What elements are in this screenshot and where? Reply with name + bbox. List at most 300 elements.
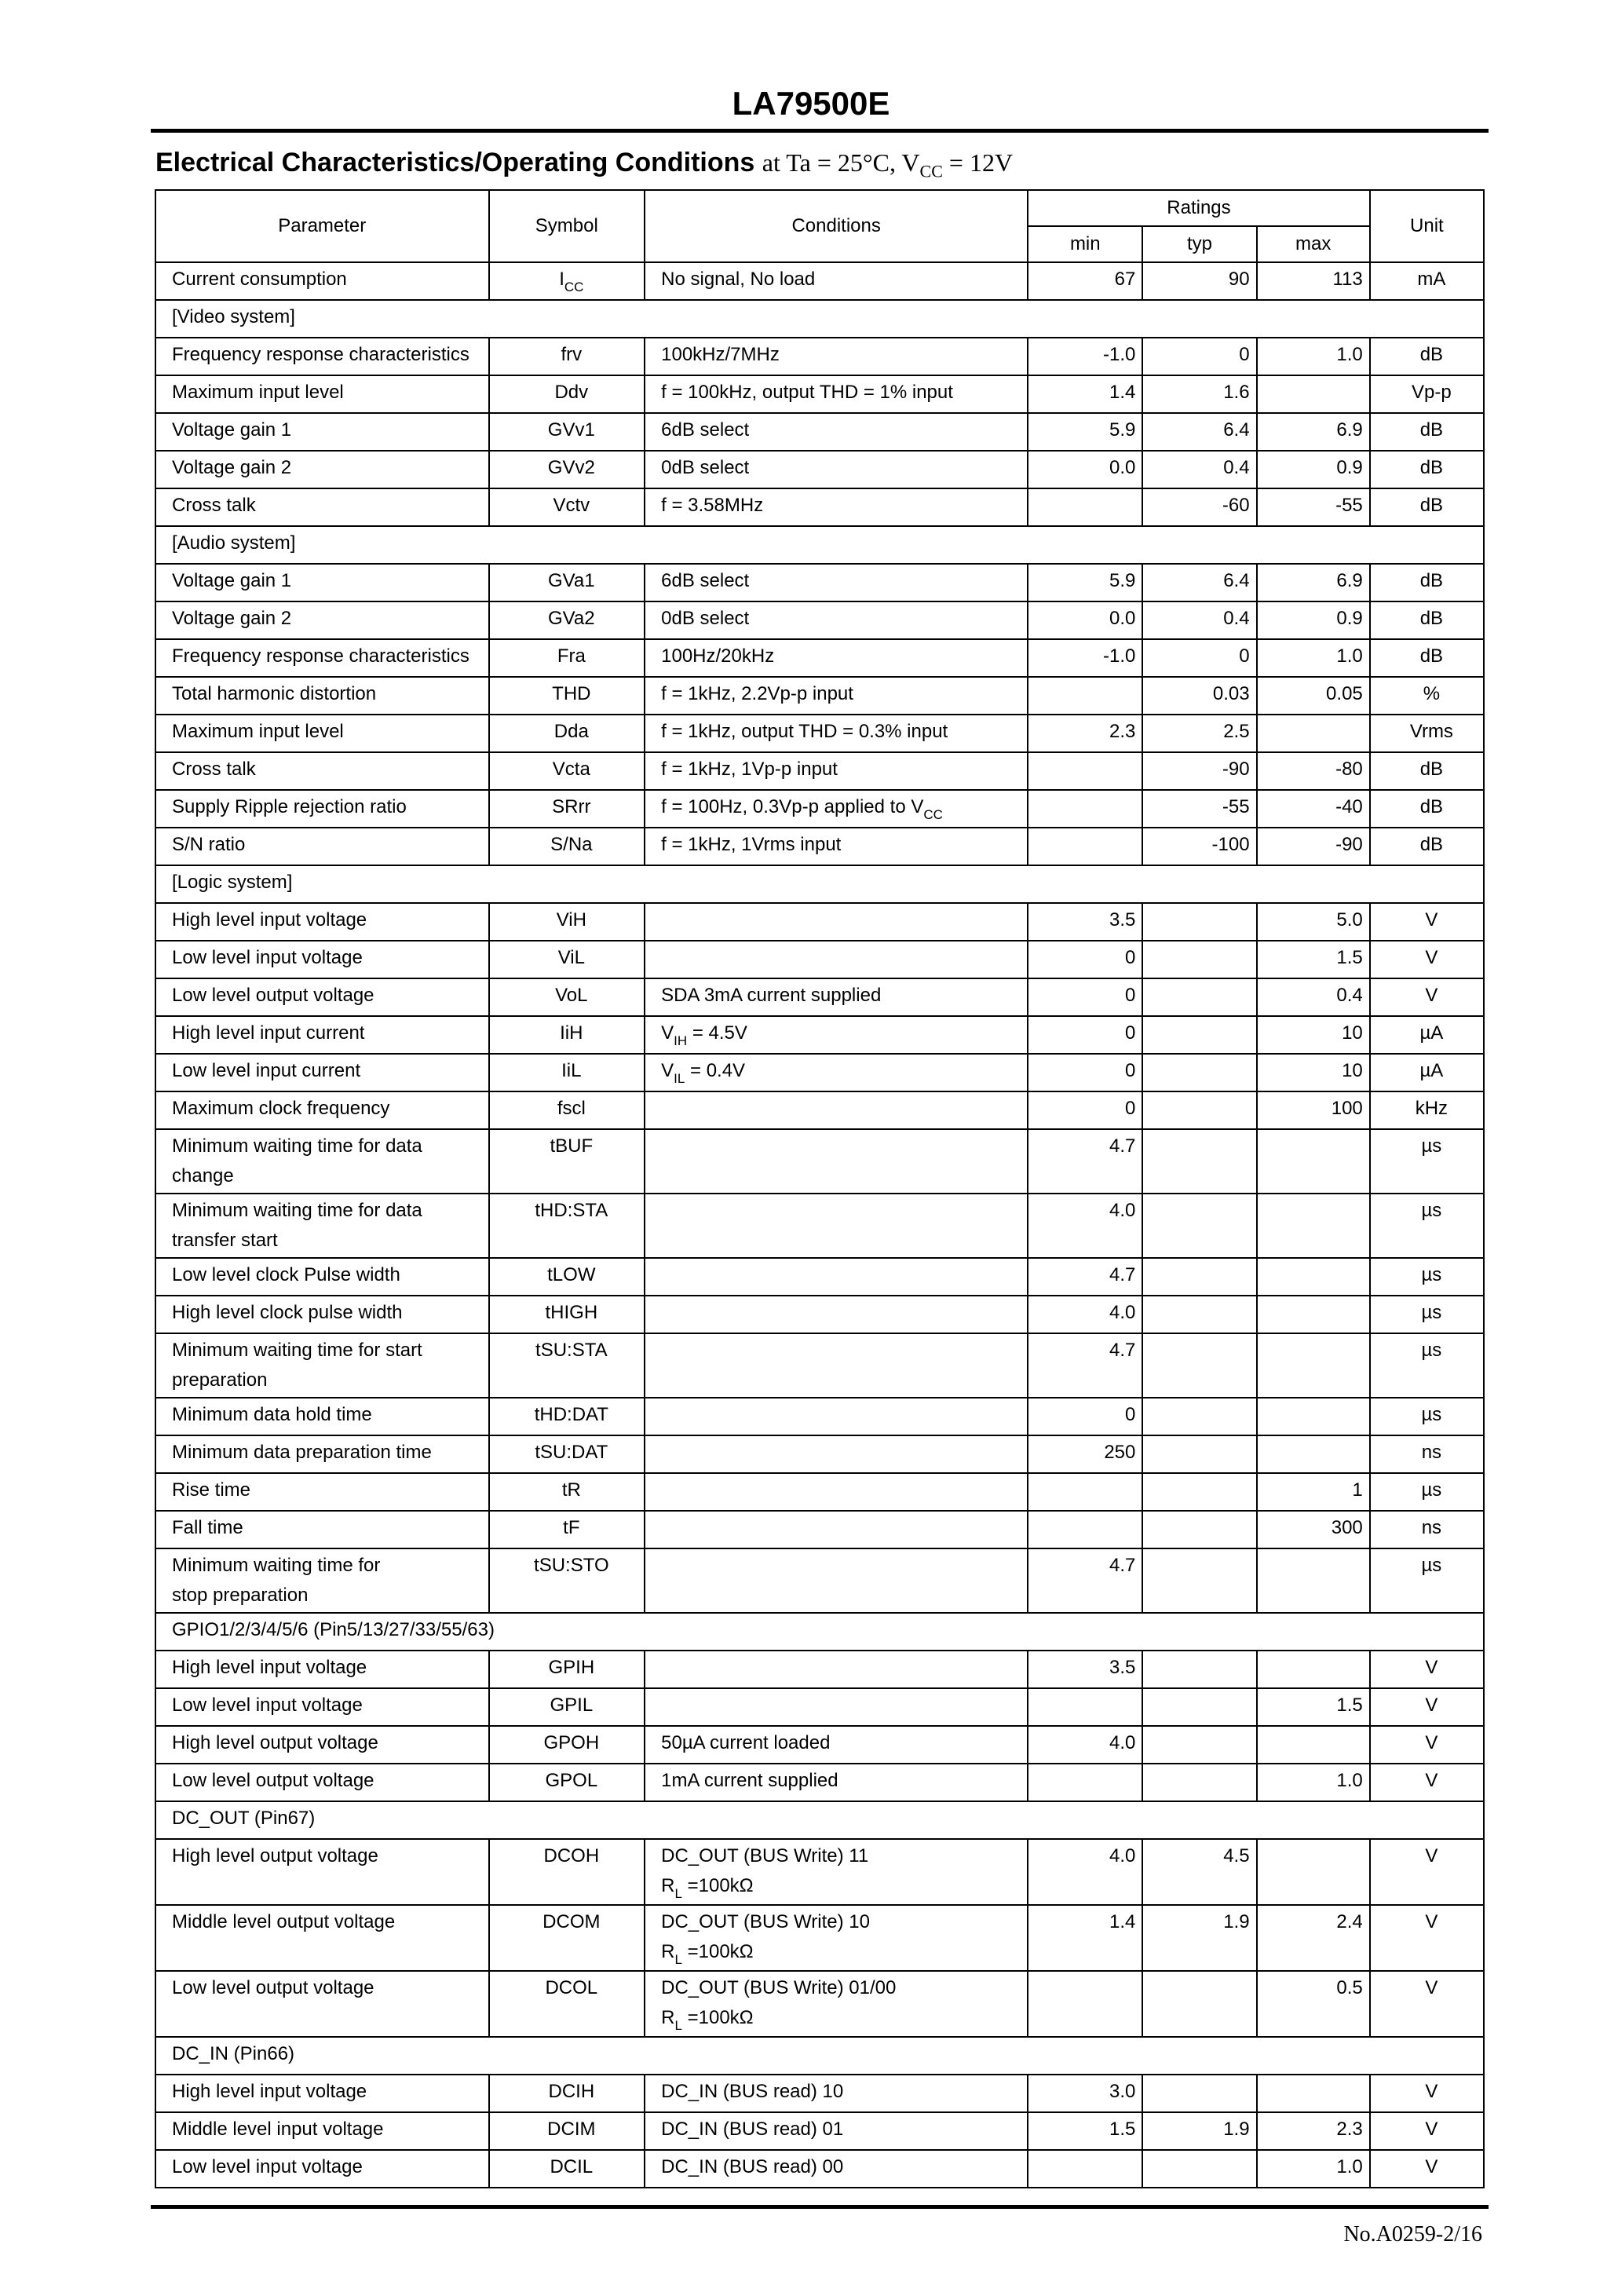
parameter-cell (155, 564, 489, 601)
min-value: 0.0 (1028, 601, 1142, 639)
typ-value: 1.6 (1142, 375, 1256, 413)
max-value: -55 (1257, 488, 1370, 526)
parameter-text: Minimum waiting time for (172, 1555, 381, 1576)
conditions-cell (645, 262, 1028, 300)
conditions-cell (645, 790, 1028, 828)
symbol-cell (489, 2150, 645, 2188)
conditions-subscript: IL (674, 1071, 685, 1086)
parameter-cell (155, 941, 489, 978)
symbol-cell (489, 1688, 645, 1726)
parameter-text: Fall time (172, 1517, 243, 1538)
symbol-text: tSU:DAT (535, 1442, 608, 1463)
conditions-cell (645, 1091, 1028, 1129)
section-label: DC_OUT (Pin67) (155, 1801, 1484, 1839)
symbol-text: tR (561, 1479, 581, 1501)
parameter-cell (155, 488, 489, 526)
conditions-text: f = 100kHz, output THD = 1% input (661, 382, 953, 403)
max-value: 300 (1257, 1511, 1370, 1548)
conditions-cell (645, 1129, 1028, 1194)
unit-value: dB (1370, 488, 1484, 526)
typ-value: 0.4 (1142, 601, 1256, 639)
conditions-cell (645, 1333, 1028, 1398)
symbol-cell (489, 262, 645, 300)
ratings-header: Ratings (1028, 190, 1370, 226)
min-value (1028, 790, 1142, 828)
conditions-text2-after: =100kΩ (681, 1941, 754, 1962)
max-value (1257, 375, 1370, 413)
symbol-cell (489, 1194, 645, 1258)
parameter-cell (155, 1333, 489, 1398)
symbol-cell (489, 1511, 645, 1548)
conditions-line (661, 604, 1021, 634)
symbol-text: tSU:STO (534, 1555, 609, 1576)
min-value (1028, 1764, 1142, 1801)
min-value (1028, 1511, 1142, 1548)
conditions-text: f = 3.58MHz (661, 495, 764, 516)
conditions-cell (645, 375, 1028, 413)
table-row (155, 1651, 1484, 1688)
min-value: 1.4 (1028, 1905, 1142, 1971)
section-row (155, 1801, 1484, 1839)
conditions-text: DC_IN (BUS read) 01 (661, 2119, 844, 2140)
table-row (155, 1473, 1484, 1511)
section-row (155, 300, 1484, 338)
table-row (155, 1905, 1484, 1971)
table-row (155, 790, 1484, 828)
parameter-cell (155, 1016, 489, 1054)
min-value: 3.5 (1028, 903, 1142, 941)
conditions-cell (645, 338, 1028, 375)
conditions-cell (645, 1688, 1028, 1726)
conditions-cell (645, 639, 1028, 677)
min-value (1028, 1473, 1142, 1511)
parameter-cell (155, 1473, 489, 1511)
conditions-cell (645, 1726, 1028, 1764)
conditions-cell (645, 903, 1028, 941)
unit-value: µA (1370, 1054, 1484, 1091)
unit-value: dB (1370, 790, 1484, 828)
parameter-text: Frequency response characteristics (172, 645, 469, 667)
condition-subscript: CC (919, 161, 943, 181)
symbol-text: S/Na (550, 834, 593, 855)
symbol-text: tHD:DAT (534, 1404, 608, 1425)
min-value: 4.0 (1028, 1194, 1142, 1258)
min-value (1028, 828, 1142, 865)
typ-value (1142, 1398, 1256, 1435)
document-title: LA79500E (732, 85, 890, 122)
parameter-text: High level clock pulse width (172, 1302, 403, 1323)
parameter-cell (155, 413, 489, 451)
parameter-cell (155, 601, 489, 639)
typ-value (1142, 1764, 1256, 1801)
min-value: -1.0 (1028, 639, 1142, 677)
symbol-cell (489, 1548, 645, 1613)
min-value: 0 (1028, 941, 1142, 978)
unit-value: V (1370, 941, 1484, 978)
min-value: 5.9 (1028, 413, 1142, 451)
conditions-text: SDA 3mA current supplied (661, 985, 882, 1006)
conditions-line (661, 755, 1021, 784)
symbol-cell (489, 677, 645, 715)
max-value: 113 (1257, 262, 1370, 300)
unit-value: dB (1370, 338, 1484, 375)
unit-value: V (1370, 1905, 1484, 1971)
symbol-text: GPOH (543, 1732, 600, 1753)
symbol-cell (489, 375, 645, 413)
parameter-cell (155, 1726, 489, 1764)
max-header: max (1257, 226, 1370, 262)
typ-value (1142, 1651, 1256, 1688)
symbol-text: THD (552, 683, 591, 704)
unit-value: V (1370, 2150, 1484, 2188)
unit-value: V (1370, 1971, 1484, 2037)
min-value: 0.0 (1028, 451, 1142, 488)
table-row (155, 1398, 1484, 1435)
min-value (1028, 1688, 1142, 1726)
conditions-cell (645, 941, 1028, 978)
conditions-line (661, 566, 1021, 596)
symbol-cell (489, 1905, 645, 1971)
symbol-text: tF (563, 1517, 580, 1538)
symbol-cell (489, 2112, 645, 2150)
min-value: 2.3 (1028, 715, 1142, 752)
conditions-text: DC_IN (BUS read) 10 (661, 2081, 844, 2102)
symbol-text: tHD:STA (535, 1200, 608, 1221)
conditions-cell (645, 1296, 1028, 1333)
parameter-text-line2: stop preparation (172, 1585, 309, 1606)
unit-value: µs (1370, 1129, 1484, 1194)
conditions-cell (645, 601, 1028, 639)
min-header: min (1028, 226, 1142, 262)
symbol-text: ViL (557, 947, 585, 968)
parameter-cell (155, 1651, 489, 1688)
table-row (155, 601, 1484, 639)
parameter-cell (155, 375, 489, 413)
section-heading (155, 148, 1013, 181)
conditions-line (661, 830, 1021, 860)
parameter-text: Minimum data hold time (172, 1404, 372, 1425)
parameter-cell (155, 1548, 489, 1613)
min-value (1028, 488, 1142, 526)
condition-prefix: at Ta = 25°C, V (762, 148, 920, 177)
max-value (1257, 1839, 1370, 1905)
symbol-text: GVv1 (547, 419, 595, 441)
symbol-text: SRrr (552, 796, 591, 817)
parameter-cell (155, 1435, 489, 1473)
min-value: 4.7 (1028, 1129, 1142, 1194)
conditions-line (661, 1973, 1021, 2003)
parameter-text: High level output voltage (172, 1732, 378, 1753)
min-value: 0 (1028, 1091, 1142, 1129)
symbol-text: Ddv (554, 382, 589, 403)
parameter-text: Minimum data preparation time (172, 1442, 432, 1463)
min-value (1028, 677, 1142, 715)
parameter-cell (155, 752, 489, 790)
unit-value: V (1370, 1688, 1484, 1726)
unit-value: ns (1370, 1511, 1484, 1548)
conditions-line2 (661, 1871, 1021, 1903)
typ-value: -60 (1142, 488, 1256, 526)
typ-value (1142, 1435, 1256, 1473)
table-row (155, 1194, 1484, 1258)
conditions-cell (645, 1651, 1028, 1688)
unit-value: V (1370, 1839, 1484, 1905)
unit-header: Unit (1370, 190, 1484, 262)
conditions-text: f = 1kHz, 1Vrms input (661, 834, 842, 855)
unit-value: Vrms (1370, 715, 1484, 752)
typ-value: 0 (1142, 338, 1256, 375)
conditions-line (661, 679, 1021, 709)
symbol-cell (489, 1435, 645, 1473)
symbol-text: Dda (553, 721, 589, 742)
unit-value: µs (1370, 1258, 1484, 1296)
table-row (155, 1726, 1484, 1764)
typ-value (1142, 2150, 1256, 2188)
conditions-line (661, 792, 1021, 824)
typ-value (1142, 1688, 1256, 1726)
table-row (155, 1091, 1484, 1129)
typ-value (1142, 2075, 1256, 2112)
symbol-text: ViH (556, 909, 586, 930)
symbol-cell (489, 488, 645, 526)
conditions-cell (645, 2150, 1028, 2188)
parameter-text: Rise time (172, 1479, 251, 1501)
typ-value (1142, 1333, 1256, 1398)
table-row (155, 1333, 1484, 1398)
max-value: 2.3 (1257, 2112, 1370, 2150)
typ-value: 6.4 (1142, 413, 1256, 451)
max-value (1257, 1296, 1370, 1333)
max-value: 6.9 (1257, 413, 1370, 451)
conditions-line (661, 1766, 1021, 1796)
conditions-cell (645, 413, 1028, 451)
typ-value (1142, 941, 1256, 978)
typ-value (1142, 1296, 1256, 1333)
min-value: 67 (1028, 262, 1142, 300)
conditions-line (661, 1907, 1021, 1937)
section-label: DC_IN (Pin66) (155, 2037, 1484, 2075)
symbol-text: DCOM (542, 1911, 601, 1932)
symbol-cell (489, 752, 645, 790)
parameter-text-line2: preparation (172, 1369, 268, 1391)
typ-value: -100 (1142, 828, 1256, 865)
unit-value: dB (1370, 451, 1484, 488)
symbol-cell (489, 1016, 645, 1054)
symbol-cell (489, 2075, 645, 2112)
parameter-text: Low level input voltage (172, 1695, 363, 1716)
conditions-subscript2: L (674, 2018, 682, 2033)
table-row (155, 1548, 1484, 1613)
symbol-subscript: CC (564, 280, 584, 294)
min-value: 1.4 (1028, 375, 1142, 413)
unit-value: V (1370, 2075, 1484, 2112)
max-value (1257, 2075, 1370, 2112)
parameter-text: Low level input voltage (172, 2156, 363, 2177)
section-label: GPIO1/2/3/4/5/6 (Pin5/13/27/33/55/63) (155, 1613, 1484, 1651)
conditions-line (661, 2115, 1021, 2144)
table-row (155, 375, 1484, 413)
conditions-cell (645, 1016, 1028, 1054)
header-row (155, 190, 1484, 226)
symbol-cell (489, 903, 645, 941)
min-value: 5.9 (1028, 564, 1142, 601)
typ-value (1142, 903, 1256, 941)
unit-value: µs (1370, 1194, 1484, 1258)
max-value: 0.4 (1257, 978, 1370, 1016)
symbol-cell (489, 1129, 645, 1194)
min-value: -1.0 (1028, 338, 1142, 375)
conditions-cell (645, 2075, 1028, 2112)
conditions-text: 0dB select (661, 608, 750, 629)
table-row (155, 1258, 1484, 1296)
parameter-text: Low level output voltage (172, 1977, 374, 1998)
unit-value: V (1370, 1651, 1484, 1688)
parameter-text: High level input voltage (172, 1657, 367, 1678)
parameter-cell (155, 1905, 489, 1971)
min-value: 0 (1028, 1016, 1142, 1054)
conditions-text: 100Hz/20kHz (661, 645, 775, 667)
conditions-cell (645, 1511, 1028, 1548)
parameter-cell (155, 715, 489, 752)
max-value: -90 (1257, 828, 1370, 865)
conditions-line (661, 2077, 1021, 2107)
parameter-text: Voltage gain 2 (172, 608, 292, 629)
symbol-cell (489, 564, 645, 601)
unit-value: µs (1370, 1398, 1484, 1435)
symbol-text: tLOW (547, 1264, 596, 1285)
conditions-cell (645, 1548, 1028, 1613)
unit-value: kHz (1370, 1091, 1484, 1129)
symbol-cell (489, 1091, 645, 1129)
typ-value: 4.5 (1142, 1839, 1256, 1905)
conditions-line (661, 265, 1021, 294)
parameter-text: High level input voltage (172, 909, 367, 930)
typ-value (1142, 1016, 1256, 1054)
conditions-line (661, 378, 1021, 408)
unit-value: V (1370, 978, 1484, 1016)
conditions-text2-after: =100kΩ (681, 1875, 754, 1896)
unit-value: dB (1370, 601, 1484, 639)
symbol-cell (489, 1296, 645, 1333)
max-value: -80 (1257, 752, 1370, 790)
conditions-subscript2: L (674, 1886, 682, 1901)
unit-value: dB (1370, 639, 1484, 677)
parameter-cell (155, 790, 489, 828)
table-row (155, 941, 1484, 978)
unit-value: Vp-p (1370, 375, 1484, 413)
max-value: 1.5 (1257, 1688, 1370, 1726)
table-row (155, 2150, 1484, 2188)
symbol-cell (489, 1764, 645, 1801)
parameter-cell (155, 1398, 489, 1435)
operating-condition (762, 148, 1014, 181)
table-row (155, 2075, 1484, 2112)
min-value: 0 (1028, 1054, 1142, 1091)
symbol-cell (489, 338, 645, 375)
conditions-text: f = 1kHz, 2.2Vp-p input (661, 683, 853, 704)
max-value: 10 (1257, 1016, 1370, 1054)
electrical-characteristics-table (155, 189, 1485, 2188)
unit-value: mA (1370, 262, 1484, 300)
symbol-cell (489, 941, 645, 978)
table-row (155, 1971, 1484, 2037)
parameter-text: S/N ratio (172, 834, 246, 855)
conditions-line2 (661, 1937, 1021, 1969)
symbol-cell (489, 828, 645, 865)
symbol-cell (489, 451, 645, 488)
conditions-cell (645, 1839, 1028, 1905)
symbol-header: Symbol (489, 190, 645, 262)
parameter-text: Maximum clock frequency (172, 1098, 390, 1119)
parameter-text: Total harmonic distortion (172, 683, 377, 704)
min-value: 0 (1028, 1398, 1142, 1435)
symbol-cell (489, 639, 645, 677)
unit-value: V (1370, 1764, 1484, 1801)
conditions-line (661, 1728, 1021, 1758)
parameter-text: Low level input current (172, 1060, 361, 1081)
page-reference: No.A0259-2/16 (1343, 2222, 1482, 2247)
table-row (155, 1839, 1484, 1905)
parameter-text: Middle level output voltage (172, 1911, 396, 1932)
max-value (1257, 1651, 1370, 1688)
table-row (155, 338, 1484, 375)
parameter-text: High level input current (172, 1022, 365, 1044)
conditions-text: 6dB select (661, 419, 750, 441)
typ-value: 6.4 (1142, 564, 1256, 601)
symbol-text: tBUF (550, 1135, 594, 1157)
unit-value: µs (1370, 1296, 1484, 1333)
table-row (155, 451, 1484, 488)
conditions-text: 0dB select (661, 457, 750, 478)
conditions-text2: R (661, 1941, 675, 1962)
table-row (155, 677, 1484, 715)
conditions-line (661, 1841, 1021, 1871)
min-value: 4.0 (1028, 1296, 1142, 1333)
symbol-text: GPIH (548, 1657, 595, 1678)
parameter-text: Supply Ripple rejection ratio (172, 796, 407, 817)
symbol-text: tHIGH (545, 1302, 598, 1323)
section-row (155, 865, 1484, 903)
section-label: [Logic system] (155, 865, 1484, 903)
conditions-subscript: IH (674, 1033, 688, 1048)
typ-value (1142, 1473, 1256, 1511)
conditions-header: Conditions (645, 190, 1028, 262)
typ-value (1142, 1726, 1256, 1764)
symbol-text: DCIH (548, 2081, 595, 2102)
max-value (1257, 1548, 1370, 1613)
parameter-header: Parameter (155, 190, 489, 262)
table-row (155, 1054, 1484, 1091)
section-row (155, 1613, 1484, 1651)
unit-value: dB (1370, 752, 1484, 790)
table-row (155, 715, 1484, 752)
parameter-cell (155, 1764, 489, 1801)
conditions-subscript: CC (923, 807, 943, 822)
symbol-cell (489, 1726, 645, 1764)
symbol-cell (489, 601, 645, 639)
parameter-text: Maximum input level (172, 382, 344, 403)
max-value (1257, 1333, 1370, 1398)
conditions-text: 50µA current loaded (661, 1732, 831, 1753)
min-value: 4.7 (1028, 1258, 1142, 1296)
symbol-text: DCOH (543, 1845, 600, 1866)
table-row (155, 1435, 1484, 1473)
table-row (155, 1688, 1484, 1726)
conditions-text: f = 1kHz, output THD = 0.3% input (661, 721, 948, 742)
conditions-line (661, 340, 1021, 370)
parameter-text: Voltage gain 1 (172, 419, 292, 441)
typ-value: 2.5 (1142, 715, 1256, 752)
